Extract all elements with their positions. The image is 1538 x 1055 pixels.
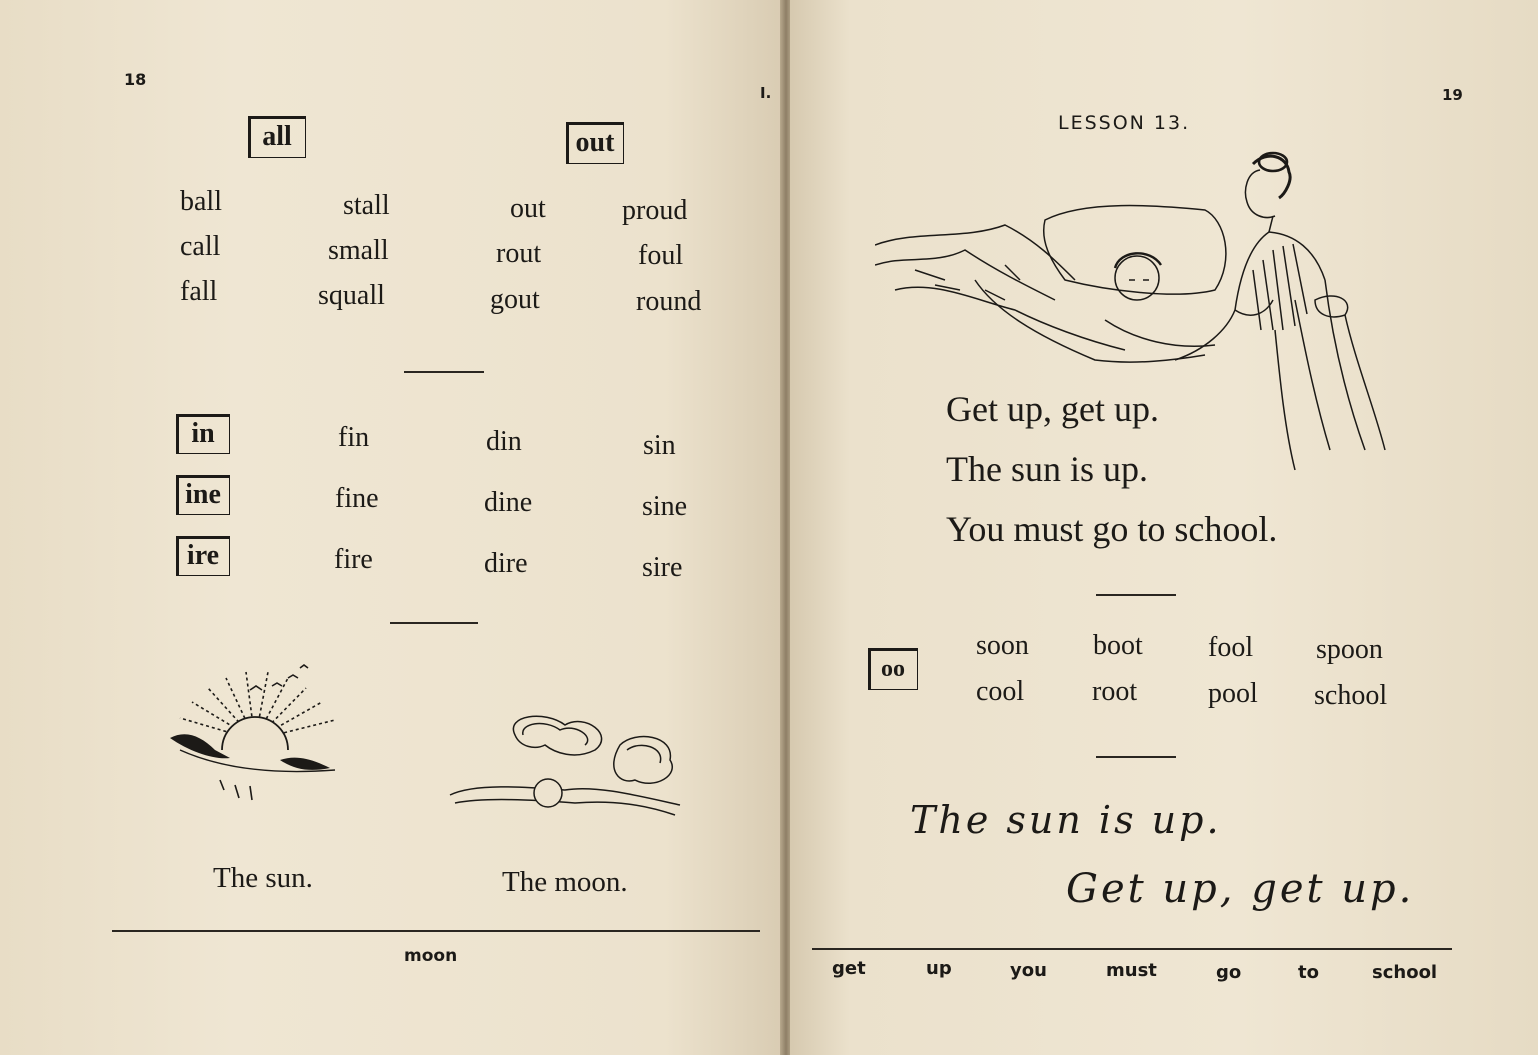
- word: pool: [1208, 678, 1258, 709]
- footer-word: get: [832, 958, 866, 979]
- word: fool: [1208, 632, 1254, 663]
- word: fire: [334, 544, 373, 575]
- page-number-left: 18: [124, 70, 147, 89]
- word: foul: [638, 240, 684, 271]
- footer-rule: [112, 930, 760, 932]
- phonogram-box-out: out: [566, 122, 624, 164]
- word: out: [510, 193, 546, 224]
- right-page: [790, 0, 1538, 1055]
- word: sin: [643, 430, 676, 461]
- word: call: [180, 231, 221, 262]
- word: rout: [496, 238, 542, 269]
- reading-line-2: The sun is up.: [946, 449, 1148, 489]
- word: school: [1314, 680, 1388, 711]
- footer-word: must: [1106, 960, 1157, 981]
- word: proud: [622, 195, 688, 226]
- word: boot: [1093, 630, 1143, 661]
- lesson-title: LESSON 13.: [1058, 112, 1191, 134]
- footer-word: go: [1216, 962, 1242, 983]
- reading-line-1: Get up, get up.: [946, 389, 1159, 429]
- script-line-2: Get up, get up.: [1066, 866, 1415, 912]
- phonogram-box-in: in: [176, 414, 230, 454]
- page-number-right: 19: [1442, 86, 1463, 104]
- divider: [404, 371, 484, 373]
- word: fine: [335, 483, 379, 514]
- phonogram-box-ine: ine: [176, 475, 230, 515]
- word: squall: [318, 280, 385, 311]
- footer-word: to: [1298, 962, 1319, 983]
- word: dine: [484, 487, 533, 518]
- footer-word: up: [926, 958, 952, 979]
- footer-word: moon: [404, 946, 458, 966]
- sun-illustration: [160, 640, 350, 810]
- reading-line-3: You must go to school.: [946, 509, 1278, 549]
- phonogram-box-oo: oo: [868, 648, 918, 690]
- footer-word: you: [1010, 960, 1047, 981]
- word: small: [328, 235, 389, 266]
- moon-illustration: [445, 705, 685, 825]
- footer-rule: [812, 948, 1452, 950]
- word: din: [486, 426, 522, 457]
- phonogram-box-ire: ire: [176, 536, 230, 576]
- word: gout: [490, 284, 540, 315]
- word: fin: [338, 422, 370, 453]
- bedroom-illustration: [875, 150, 1435, 490]
- word: spoon: [1316, 634, 1383, 665]
- word: dire: [484, 548, 528, 579]
- word: root: [1092, 676, 1138, 707]
- word: soon: [976, 630, 1029, 661]
- divider: [1096, 594, 1176, 596]
- caption-sun: The sun.: [213, 862, 313, 894]
- word: sine: [642, 491, 688, 522]
- footer-word: school: [1372, 962, 1438, 983]
- word: sire: [642, 552, 683, 583]
- phonogram-box-all: all: [248, 116, 306, 158]
- divider: [1096, 756, 1176, 758]
- divider: [390, 622, 478, 624]
- caption-moon: The moon.: [502, 866, 628, 898]
- word: cool: [976, 676, 1025, 707]
- word: round: [636, 286, 702, 317]
- word: stall: [343, 190, 390, 221]
- corner-mark: I.: [760, 84, 772, 102]
- script-line-1: The sun is up.: [910, 798, 1222, 842]
- word: ball: [180, 186, 222, 217]
- word: fall: [180, 276, 218, 307]
